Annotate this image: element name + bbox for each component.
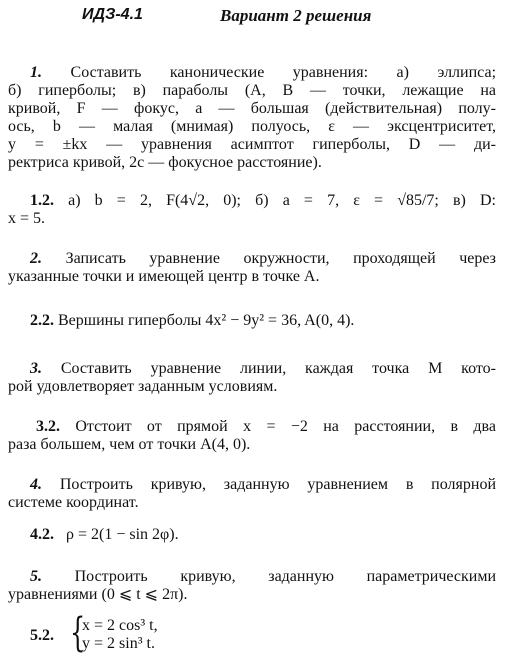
header-variant: Вариант 2 решения — [220, 6, 372, 25]
solution-2-2-text: Вершины гиперболы 4x² − 9y² = 36, A(0, 4). — [58, 312, 355, 329]
solution-3-2-line-2: раза большем, чем от точки A(4, 0). — [8, 436, 251, 453]
task-5-number: 5. — [30, 568, 42, 585]
solution-4-2 — [30, 526, 500, 544]
task-2 — [8, 250, 496, 286]
task-1 — [8, 64, 496, 172]
solution-1-2-line-2: x = 5. — [8, 210, 46, 227]
task-4-line-1: Построить кривую, заданную уравнением в полярной — [59, 476, 497, 493]
solution-4-2-text: ρ = 2(1 − sin 2φ). — [66, 526, 179, 543]
task-4-line-2: системе координат. — [8, 494, 139, 511]
task-5 — [8, 568, 496, 604]
header-title: ИДЗ-4.1 — [82, 6, 143, 23]
page-header — [0, 6, 516, 30]
task-1-line-6: ректриса кривой, 2c — фокусное расстояние). — [8, 154, 322, 171]
task-5-line-2: уравнениями (0 ⩽ t ⩽ 2π). — [8, 586, 188, 603]
task-5-line-1: Построить кривую, заданную параметрическими — [74, 568, 497, 585]
task-1-line-5: y = ±kx — уравнения асимптот гиперболы, D — ди- — [8, 136, 496, 153]
solution-1-2-line-1: а) b = 2, F(4√2, 0); б) a = 7, ε = √85/7; в) D: — [68, 192, 496, 209]
solution-3-2-number: 3.2. — [36, 418, 60, 435]
solution-3-2-line-1: Отстоит от прямой x = −2 на расстоянии, в два — [75, 418, 496, 435]
solution-4-2-number: 4.2. — [30, 526, 54, 543]
task-2-line-1: Записать уравнение окружности, проходящей через — [65, 250, 497, 267]
task-1-number: 1. — [30, 64, 42, 81]
task-4 — [8, 476, 496, 512]
solution-5-2-equation-y: y = 2 sin³ t. — [82, 635, 155, 652]
system-brace: { — [70, 610, 86, 656]
task-3 — [8, 360, 496, 396]
solution-2-2-number: 2.2. — [30, 312, 54, 329]
task-3-number: 3. — [30, 360, 42, 377]
task-1-line-3: кривой, F — фокус, a — большая (действительная) полу- — [8, 100, 496, 117]
task-4-number: 4. — [30, 476, 42, 493]
task-3-line-2: рой удовлетворяет заданным условиям. — [8, 378, 278, 395]
solution-1-2-number: 1.2. — [30, 192, 54, 209]
solution-5-2-equation-x: x = 2 cos³ t, — [82, 617, 158, 634]
solution-1-2 — [8, 192, 496, 228]
task-1-line-1: Составить канонические уравнения: а) эллипса; — [70, 64, 497, 81]
task-2-number: 2. — [30, 250, 42, 267]
task-2-line-2: указанные точки и имеющей центр в точке A. — [8, 268, 320, 285]
task-3-line-1: Составить уравнение линии, каждая точка M кото- — [60, 360, 497, 377]
task-1-line-4: ось, b — малая (мнимая) полуось, ε — эксцентриситет, — [8, 118, 496, 135]
task-1-line-2: б) гиперболы; в) параболы (A, B — точки, лежащие на — [8, 82, 496, 99]
solution-5-2-number: 5.2. — [30, 627, 54, 644]
solution-2-2 — [30, 312, 500, 330]
solution-3-2 — [8, 418, 496, 454]
